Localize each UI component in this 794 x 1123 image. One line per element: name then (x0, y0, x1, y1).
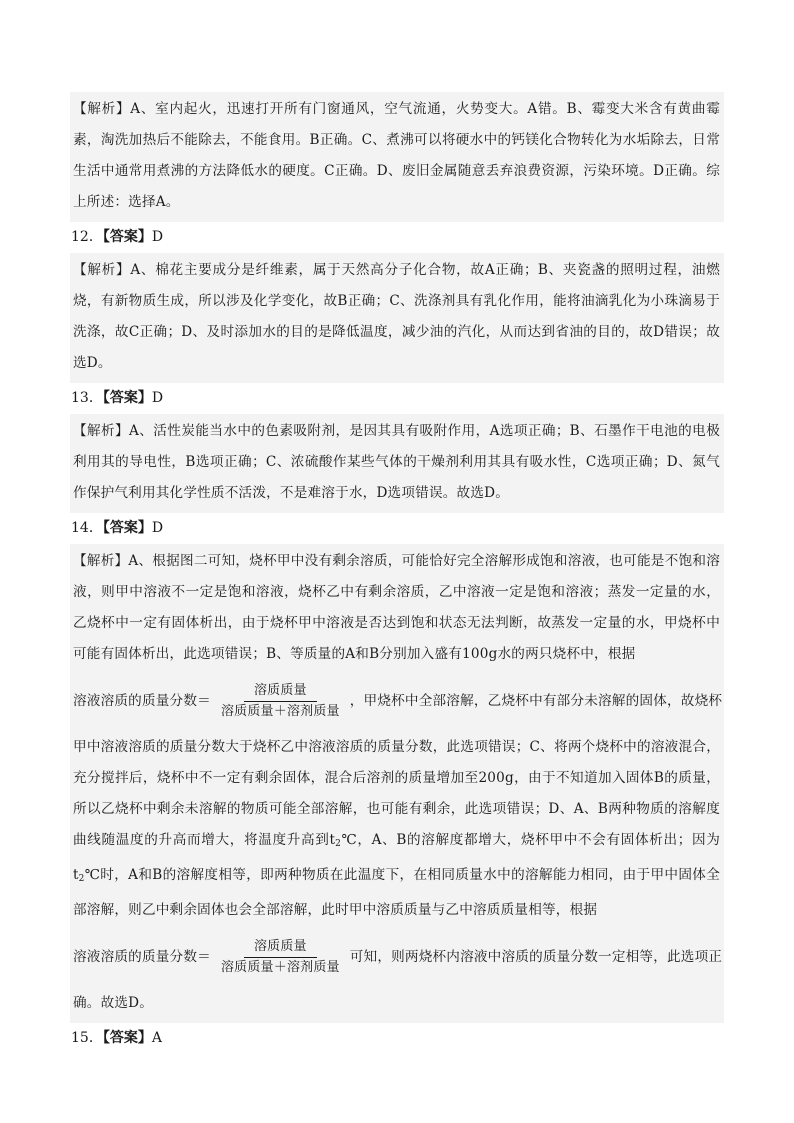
answer-line-q12 (70, 222, 724, 253)
answer-value: A (151, 1030, 162, 1046)
question-number: 14． (71, 520, 103, 536)
question-number: 13． (71, 390, 103, 406)
answer-value: D (151, 229, 164, 245)
analysis-text-q13: 【解析】A、活性炭能当水中的色素吸附剂，是因其具有吸附作用，A选项正确；B、石墨作干电池的电极利用其的导电性，B选项正确；C、浓硫酸作某些气体的干燥剂利用其具有吸水性，C选项正确；D、氮气作保护气利用其化学性质不活泼，不是难溶于水，D选项错误。故选D。 (73, 423, 720, 501)
analysis-block-q11 (70, 92, 724, 222)
formula-label: 溶液溶质的质量分数＝ (73, 692, 211, 709)
answer-tag: 【答案】 (102, 229, 152, 245)
analysis-text-q14-part2: ，甲烧杯中全部溶解，乙烧杯中有部分未溶解的固体，故烧杯 (349, 692, 723, 709)
analysis-text-q12: 【解析】A、棉花主要成分是纤维素，属于天然高分子化合物，故A正确；B、夹瓷盏的照明过程，油燃烧，有新物质生成，所以涉及化学变化，故B正确；C、洗涤剂具有乳化作用，能将油滴乳化为小珠滴易于洗涤，故C正确；D、及时添加水的目的是降低温度，减少油的汽化，从而达到省油的目的，故D错误；故选D。 (73, 262, 720, 371)
analysis-text-q14-part3b: ℃，A、B的溶解度都增大，烧杯甲中不会有固体析出；因为t (73, 832, 720, 883)
analysis-block-q13 (70, 414, 724, 513)
formula-line-1 (73, 670, 723, 732)
question-number: 15． (71, 1030, 103, 1046)
mass-fraction-formula (215, 681, 346, 722)
formula-numerator: 溶质质量 (244, 681, 317, 702)
answer-tag: 【答案】 (102, 390, 152, 406)
temperature-subscript: 2 (78, 874, 85, 884)
analysis-block-q12 (70, 253, 724, 383)
analysis-text-q14-part3a: 甲中溶液溶质的质量分数大于烧杯乙中溶液溶质的质量分数，此选项错误；C、将两个烧杯中的溶液混合，充分搅拌后，烧杯中不一定有剩余固体，混合后溶剂的质量增加至200g，由于不知道加入固体B的质量，所以乙烧杯中剩余未溶解的物质可能全部溶解，也可能有剩余，此选项错误；D、A、B两种物质的溶解度曲线随温度的升高而增大，将温度升高到t (73, 739, 720, 848)
answer-value: D (151, 520, 164, 536)
analysis-text-q14-part3c: ℃时，A和B的溶解度相等，即两种物质在此温度下，在相同质量水中的溶解能力相同，由于甲中固体全部溶解，则乙中剩余固体也会全部溶解，此时甲中溶质质量与乙中溶质质量相等，根据 (73, 867, 720, 918)
analysis-text-q14-part3 (73, 732, 720, 926)
answer-value: D (151, 390, 164, 406)
question-number: 12． (71, 229, 103, 245)
analysis-text-q11: 【解析】A、室内起火，迅速打开所有门窗通风，空气流通，火势变大。A错。B、霉变大米含有黄曲霉素，淘洗加热后不能除去，不能食用。B正确。C、煮沸可以将硬水中的钙镁化合物转化为水垢除去，日常生活中通常用煮沸的方法降低水的硬度。C正确。D、废旧金属随意丢弃浪费资源，污染环境。D正确。综上所述：选择A。 (73, 101, 720, 210)
formula-denominator: 溶质质量＋溶剂质量 (220, 703, 340, 719)
answer-tag: 【答案】 (102, 520, 152, 536)
analysis-block-q14 (70, 544, 724, 1023)
formula-denominator: 溶质质量＋溶剂质量 (220, 959, 340, 975)
answer-line-q14 (70, 513, 724, 544)
mass-fraction-formula (215, 937, 346, 978)
analysis-text-q14-part4: 可知，则两烧杯内溶液中溶质的质量分数一定相等，此选项正 (349, 948, 723, 965)
formula-label: 溶液溶质的质量分数＝ (73, 948, 211, 965)
answer-line-q13 (70, 383, 724, 414)
temperature-subscript: 2 (335, 839, 342, 849)
analysis-text-q14-part5: 确。故选D。 (73, 995, 154, 1011)
answer-page (70, 92, 724, 1054)
formula-line-2 (73, 926, 723, 988)
answer-line-q15 (70, 1023, 724, 1054)
answer-tag: 【答案】 (102, 1030, 152, 1046)
formula-numerator: 溶质质量 (244, 937, 317, 958)
analysis-text-q14-part1: 【解析】A、根据图二可知，烧杯甲中没有剩余溶质，可能恰好完全溶解形成饱和溶液，也可能是不饱和溶液，则甲中溶液不一定是饱和溶液，烧杯乙中有剩余溶质，乙中溶液一定是饱和溶液；蒸发一定量的水，乙烧杯中一定有固体析出，由于烧杯甲中溶液是否达到饱和状态无法判断，故蒸发一定量的水，甲烧杯中可能有固体析出，此选项错误；B、等质量的A和B分别加入盛有100g水的两只烧杯中，根据 (73, 553, 720, 662)
